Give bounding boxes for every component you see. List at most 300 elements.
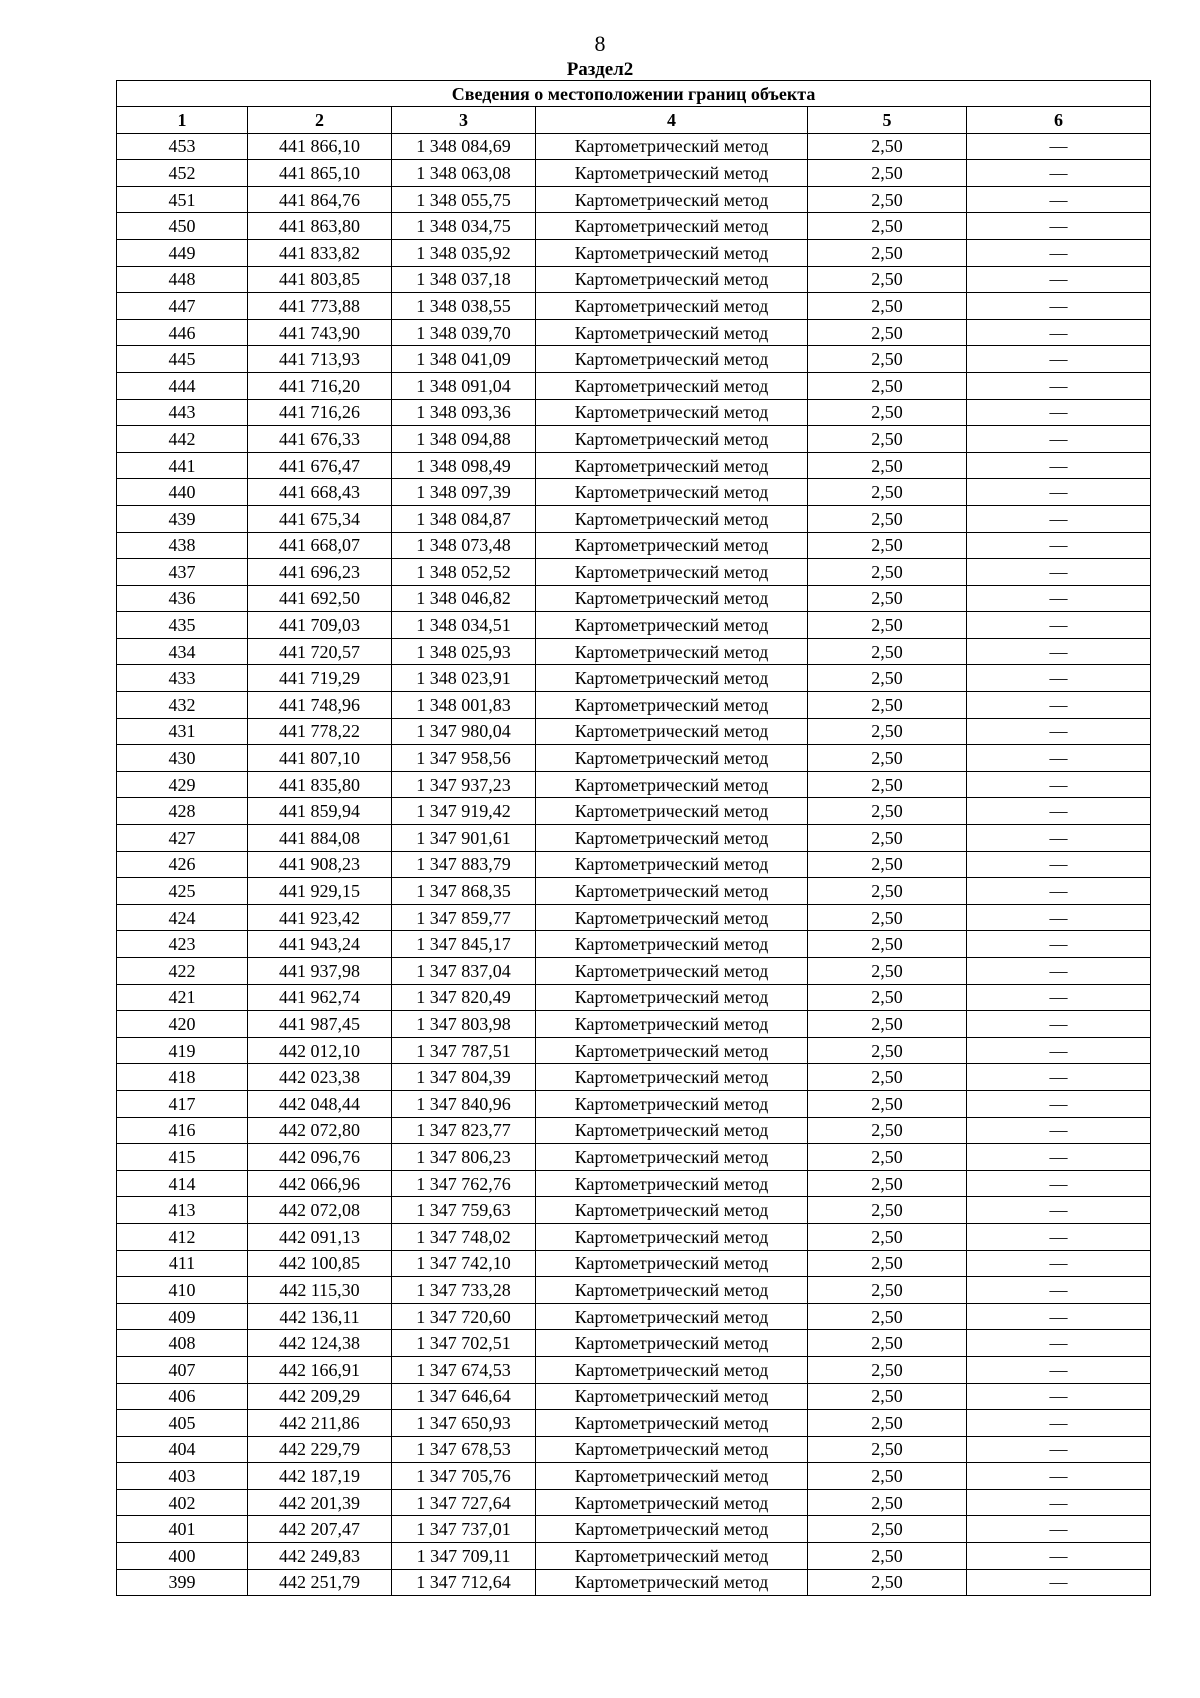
y-coordinate-cell: 1 347 737,01 (392, 1516, 536, 1543)
description-cell: — (967, 1489, 1151, 1516)
accuracy-cell: 2,50 (808, 1064, 967, 1091)
point-number-cell: 409 (117, 1303, 248, 1330)
table-row (117, 718, 1151, 745)
accuracy-cell: 2,50 (808, 984, 967, 1011)
y-coordinate-cell: 1 347 883,79 (392, 851, 536, 878)
y-coordinate-cell: 1 348 035,92 (392, 239, 536, 266)
x-coordinate-cell: 442 091,13 (248, 1223, 392, 1250)
point-number-cell: 417 (117, 1090, 248, 1117)
table-row (117, 399, 1151, 426)
point-number-cell: 432 (117, 692, 248, 719)
description-cell: — (967, 1144, 1151, 1171)
method-cell: Картометрический метод (536, 1330, 808, 1357)
accuracy-cell: 2,50 (808, 1543, 967, 1570)
description-cell: — (967, 665, 1151, 692)
accuracy-cell: 2,50 (808, 692, 967, 719)
description-cell: — (967, 692, 1151, 719)
point-number-cell: 444 (117, 372, 248, 399)
y-coordinate-cell: 1 347 720,60 (392, 1303, 536, 1330)
y-coordinate-cell: 1 347 748,02 (392, 1223, 536, 1250)
y-coordinate-cell: 1 347 837,04 (392, 958, 536, 985)
y-coordinate-cell: 1 347 806,23 (392, 1144, 536, 1171)
x-coordinate-cell: 442 100,85 (248, 1250, 392, 1277)
accuracy-cell: 2,50 (808, 239, 967, 266)
method-cell: Картометрический метод (536, 1303, 808, 1330)
column-header-3: 3 (392, 107, 536, 134)
description-cell: — (967, 1197, 1151, 1224)
method-cell: Картометрический метод (536, 1250, 808, 1277)
x-coordinate-cell: 442 209,29 (248, 1383, 392, 1410)
y-coordinate-cell: 1 348 001,83 (392, 692, 536, 719)
y-coordinate-cell: 1 348 023,91 (392, 665, 536, 692)
accuracy-cell: 2,50 (808, 372, 967, 399)
x-coordinate-cell: 441 713,93 (248, 346, 392, 373)
y-coordinate-cell: 1 347 868,35 (392, 878, 536, 905)
description-cell: — (967, 426, 1151, 453)
x-coordinate-cell: 441 696,23 (248, 559, 392, 586)
x-coordinate-cell: 441 884,08 (248, 825, 392, 852)
description-cell: — (967, 1516, 1151, 1543)
y-coordinate-cell: 1 348 097,39 (392, 479, 536, 506)
description-cell: — (967, 160, 1151, 187)
x-coordinate-cell: 441 676,47 (248, 452, 392, 479)
accuracy-cell: 2,50 (808, 559, 967, 586)
method-cell: Картометрический метод (536, 1410, 808, 1437)
accuracy-cell: 2,50 (808, 878, 967, 905)
method-cell: Картометрический метод (536, 745, 808, 772)
description-cell: — (967, 585, 1151, 612)
column-header-2: 2 (248, 107, 392, 134)
accuracy-cell: 2,50 (808, 1436, 967, 1463)
x-coordinate-cell: 441 720,57 (248, 638, 392, 665)
method-cell: Картометрический метод (536, 452, 808, 479)
table-row (117, 931, 1151, 958)
method-cell: Картометрический метод (536, 984, 808, 1011)
table-row (117, 160, 1151, 187)
method-cell: Картометрический метод (536, 346, 808, 373)
description-cell: — (967, 904, 1151, 931)
description-cell: — (967, 931, 1151, 958)
method-cell: Картометрический метод (536, 1064, 808, 1091)
point-number-cell: 410 (117, 1277, 248, 1304)
point-number-cell: 437 (117, 559, 248, 586)
table-row (117, 479, 1151, 506)
table-row (117, 585, 1151, 612)
description-cell: — (967, 1330, 1151, 1357)
method-cell: Картометрический метод (536, 904, 808, 931)
table-row (117, 825, 1151, 852)
y-coordinate-cell: 1 347 762,76 (392, 1170, 536, 1197)
table-row (117, 1356, 1151, 1383)
point-number-cell: 446 (117, 319, 248, 346)
point-number-cell: 442 (117, 426, 248, 453)
accuracy-cell: 2,50 (808, 266, 967, 293)
accuracy-cell: 2,50 (808, 133, 967, 160)
accuracy-cell: 2,50 (808, 931, 967, 958)
x-coordinate-cell: 442 249,83 (248, 1543, 392, 1570)
point-number-cell: 413 (117, 1197, 248, 1224)
method-cell: Картометрический метод (536, 1569, 808, 1596)
point-number-cell: 433 (117, 665, 248, 692)
description-cell: — (967, 239, 1151, 266)
table-row (117, 771, 1151, 798)
method-cell: Картометрический метод (536, 1489, 808, 1516)
table-row (117, 798, 1151, 825)
point-number-cell: 418 (117, 1064, 248, 1091)
method-cell: Картометрический метод (536, 1197, 808, 1224)
column-header-6: 6 (967, 107, 1151, 134)
x-coordinate-cell: 441 865,10 (248, 160, 392, 187)
table-row (117, 213, 1151, 240)
description-cell: — (967, 798, 1151, 825)
y-coordinate-cell: 1 347 937,23 (392, 771, 536, 798)
y-coordinate-cell: 1 348 037,18 (392, 266, 536, 293)
accuracy-cell: 2,50 (808, 825, 967, 852)
method-cell: Картометрический метод (536, 1037, 808, 1064)
accuracy-cell: 2,50 (808, 798, 967, 825)
x-coordinate-cell: 441 987,45 (248, 1011, 392, 1038)
accuracy-cell: 2,50 (808, 904, 967, 931)
method-cell: Картометрический метод (536, 958, 808, 985)
description-cell: — (967, 771, 1151, 798)
y-coordinate-cell: 1 347 705,76 (392, 1463, 536, 1490)
description-cell: — (967, 213, 1151, 240)
table-row (117, 1516, 1151, 1543)
x-coordinate-cell: 441 716,20 (248, 372, 392, 399)
point-number-cell: 445 (117, 346, 248, 373)
y-coordinate-cell: 1 348 091,04 (392, 372, 536, 399)
point-number-cell: 434 (117, 638, 248, 665)
accuracy-cell: 2,50 (808, 745, 967, 772)
accuracy-cell: 2,50 (808, 479, 967, 506)
point-number-cell: 411 (117, 1250, 248, 1277)
accuracy-cell: 2,50 (808, 1303, 967, 1330)
point-number-cell: 443 (117, 399, 248, 426)
table-row (117, 878, 1151, 905)
description-cell: — (967, 133, 1151, 160)
point-number-cell: 402 (117, 1489, 248, 1516)
y-coordinate-cell: 1 348 038,55 (392, 293, 536, 320)
table-row (117, 505, 1151, 532)
y-coordinate-cell: 1 348 052,52 (392, 559, 536, 586)
table-row (117, 452, 1151, 479)
table-row (117, 1330, 1151, 1357)
y-coordinate-cell: 1 347 804,39 (392, 1064, 536, 1091)
accuracy-cell: 2,50 (808, 1144, 967, 1171)
x-coordinate-cell: 442 251,79 (248, 1569, 392, 1596)
table-row (117, 346, 1151, 373)
point-number-cell: 436 (117, 585, 248, 612)
table-row (117, 186, 1151, 213)
accuracy-cell: 2,50 (808, 1330, 967, 1357)
description-cell: — (967, 1037, 1151, 1064)
accuracy-cell: 2,50 (808, 319, 967, 346)
point-number-cell: 428 (117, 798, 248, 825)
table-row (117, 1436, 1151, 1463)
description-cell: — (967, 532, 1151, 559)
point-number-cell: 435 (117, 612, 248, 639)
y-coordinate-cell: 1 347 742,10 (392, 1250, 536, 1277)
method-cell: Картометрический метод (536, 718, 808, 745)
description-cell: — (967, 559, 1151, 586)
x-coordinate-cell: 441 835,80 (248, 771, 392, 798)
y-coordinate-cell: 1 347 727,64 (392, 1489, 536, 1516)
x-coordinate-cell: 441 716,26 (248, 399, 392, 426)
point-number-cell: 439 (117, 505, 248, 532)
y-coordinate-cell: 1 348 046,82 (392, 585, 536, 612)
x-coordinate-cell: 442 201,39 (248, 1489, 392, 1516)
accuracy-cell: 2,50 (808, 505, 967, 532)
description-cell: — (967, 638, 1151, 665)
method-cell: Картометрический метод (536, 1223, 808, 1250)
x-coordinate-cell: 441 743,90 (248, 319, 392, 346)
description-cell: — (967, 718, 1151, 745)
x-coordinate-cell: 442 048,44 (248, 1090, 392, 1117)
table-row (117, 638, 1151, 665)
description-cell: — (967, 1250, 1151, 1277)
point-number-cell: 414 (117, 1170, 248, 1197)
y-coordinate-cell: 1 347 840,96 (392, 1090, 536, 1117)
y-coordinate-cell: 1 347 759,63 (392, 1197, 536, 1224)
x-coordinate-cell: 442 187,19 (248, 1463, 392, 1490)
accuracy-cell: 2,50 (808, 1170, 967, 1197)
accuracy-cell: 2,50 (808, 1516, 967, 1543)
table-row (117, 1569, 1151, 1596)
point-number-cell: 407 (117, 1356, 248, 1383)
table-row (117, 984, 1151, 1011)
description-cell: — (967, 1223, 1151, 1250)
table-row (117, 1064, 1151, 1091)
table-row (117, 958, 1151, 985)
method-cell: Картометрический метод (536, 798, 808, 825)
y-coordinate-cell: 1 347 919,42 (392, 798, 536, 825)
table-row (117, 612, 1151, 639)
description-cell: — (967, 1436, 1151, 1463)
table-row (117, 293, 1151, 320)
description-cell: — (967, 1011, 1151, 1038)
accuracy-cell: 2,50 (808, 1356, 967, 1383)
table-row (117, 904, 1151, 931)
description-cell: — (967, 745, 1151, 772)
x-coordinate-cell: 441 866,10 (248, 133, 392, 160)
accuracy-cell: 2,50 (808, 1090, 967, 1117)
description-cell: — (967, 1090, 1151, 1117)
method-cell: Картометрический метод (536, 585, 808, 612)
method-cell: Картометрический метод (536, 160, 808, 187)
accuracy-cell: 2,50 (808, 1223, 967, 1250)
x-coordinate-cell: 441 778,22 (248, 718, 392, 745)
point-number-cell: 423 (117, 931, 248, 958)
accuracy-cell: 2,50 (808, 1383, 967, 1410)
y-coordinate-cell: 1 348 034,75 (392, 213, 536, 240)
method-cell: Картометрический метод (536, 293, 808, 320)
description-cell: — (967, 372, 1151, 399)
table-row (117, 266, 1151, 293)
accuracy-cell: 2,50 (808, 1277, 967, 1304)
method-cell: Картометрический метод (536, 505, 808, 532)
table-row (117, 1037, 1151, 1064)
accuracy-cell: 2,50 (808, 1250, 967, 1277)
y-coordinate-cell: 1 347 980,04 (392, 718, 536, 745)
y-coordinate-cell: 1 348 094,88 (392, 426, 536, 453)
y-coordinate-cell: 1 347 820,49 (392, 984, 536, 1011)
point-number-cell: 453 (117, 133, 248, 160)
accuracy-cell: 2,50 (808, 213, 967, 240)
table-body (117, 133, 1151, 1596)
table-row (117, 133, 1151, 160)
accuracy-cell: 2,50 (808, 585, 967, 612)
description-cell: — (967, 479, 1151, 506)
point-number-cell: 427 (117, 825, 248, 852)
method-cell: Картометрический метод (536, 133, 808, 160)
y-coordinate-cell: 1 347 958,56 (392, 745, 536, 772)
point-number-cell: 440 (117, 479, 248, 506)
point-number-cell: 438 (117, 532, 248, 559)
table-row (117, 1303, 1151, 1330)
x-coordinate-cell: 441 929,15 (248, 878, 392, 905)
table-row (117, 532, 1151, 559)
description-cell: — (967, 878, 1151, 905)
description-cell: — (967, 1170, 1151, 1197)
method-cell: Картометрический метод (536, 638, 808, 665)
x-coordinate-cell: 441 937,98 (248, 958, 392, 985)
y-coordinate-cell: 1 347 787,51 (392, 1037, 536, 1064)
boundary-coordinates-table (116, 80, 1151, 1596)
x-coordinate-cell: 441 803,85 (248, 266, 392, 293)
x-coordinate-cell: 441 748,96 (248, 692, 392, 719)
y-coordinate-cell: 1 347 803,98 (392, 1011, 536, 1038)
x-coordinate-cell: 441 773,88 (248, 293, 392, 320)
method-cell: Картометрический метод (536, 213, 808, 240)
description-cell: — (967, 266, 1151, 293)
point-number-cell: 403 (117, 1463, 248, 1490)
accuracy-cell: 2,50 (808, 851, 967, 878)
x-coordinate-cell: 441 675,34 (248, 505, 392, 532)
column-number-row (117, 107, 1151, 134)
point-number-cell: 425 (117, 878, 248, 905)
method-cell: Картометрический метод (536, 825, 808, 852)
accuracy-cell: 2,50 (808, 771, 967, 798)
description-cell: — (967, 346, 1151, 373)
method-cell: Картометрический метод (536, 559, 808, 586)
accuracy-cell: 2,50 (808, 612, 967, 639)
method-cell: Картометрический метод (536, 239, 808, 266)
point-number-cell: 406 (117, 1383, 248, 1410)
y-coordinate-cell: 1 347 702,51 (392, 1330, 536, 1357)
table-row (117, 851, 1151, 878)
x-coordinate-cell: 442 096,76 (248, 1144, 392, 1171)
column-header-5: 5 (808, 107, 967, 134)
description-cell: — (967, 1410, 1151, 1437)
x-coordinate-cell: 441 692,50 (248, 585, 392, 612)
point-number-cell: 400 (117, 1543, 248, 1570)
description-cell: — (967, 1356, 1151, 1383)
table-row (117, 1410, 1151, 1437)
table-row (117, 372, 1151, 399)
method-cell: Картометрический метод (536, 479, 808, 506)
accuracy-cell: 2,50 (808, 638, 967, 665)
y-coordinate-cell: 1 347 845,17 (392, 931, 536, 958)
y-coordinate-cell: 1 348 041,09 (392, 346, 536, 373)
method-cell: Картометрический метод (536, 1356, 808, 1383)
accuracy-cell: 2,50 (808, 186, 967, 213)
method-cell: Картометрический метод (536, 319, 808, 346)
point-number-cell: 419 (117, 1037, 248, 1064)
method-cell: Картометрический метод (536, 1436, 808, 1463)
point-number-cell: 448 (117, 266, 248, 293)
point-number-cell: 422 (117, 958, 248, 985)
point-number-cell: 449 (117, 239, 248, 266)
table-row (117, 239, 1151, 266)
y-coordinate-cell: 1 347 859,77 (392, 904, 536, 931)
point-number-cell: 447 (117, 293, 248, 320)
point-number-cell: 421 (117, 984, 248, 1011)
point-number-cell: 408 (117, 1330, 248, 1357)
y-coordinate-cell: 1 348 039,70 (392, 319, 536, 346)
table-row (117, 1117, 1151, 1144)
table-row (117, 1170, 1151, 1197)
accuracy-cell: 2,50 (808, 532, 967, 559)
point-number-cell: 399 (117, 1569, 248, 1596)
description-cell: — (967, 851, 1151, 878)
description-cell: — (967, 1303, 1151, 1330)
method-cell: Картометрический метод (536, 692, 808, 719)
description-cell: — (967, 399, 1151, 426)
accuracy-cell: 2,50 (808, 426, 967, 453)
method-cell: Картометрический метод (536, 612, 808, 639)
description-cell: — (967, 958, 1151, 985)
description-cell: — (967, 186, 1151, 213)
x-coordinate-cell: 442 229,79 (248, 1436, 392, 1463)
y-coordinate-cell: 1 348 084,69 (392, 133, 536, 160)
method-cell: Картометрический метод (536, 399, 808, 426)
point-number-cell: 441 (117, 452, 248, 479)
description-cell: — (967, 1117, 1151, 1144)
x-coordinate-cell: 441 864,76 (248, 186, 392, 213)
description-cell: — (967, 293, 1151, 320)
table-row (117, 1223, 1151, 1250)
y-coordinate-cell: 1 347 901,61 (392, 825, 536, 852)
y-coordinate-cell: 1 348 063,08 (392, 160, 536, 187)
y-coordinate-cell: 1 347 733,28 (392, 1277, 536, 1304)
point-number-cell: 431 (117, 718, 248, 745)
accuracy-cell: 2,50 (808, 399, 967, 426)
description-cell: — (967, 612, 1151, 639)
accuracy-cell: 2,50 (808, 1117, 967, 1144)
x-coordinate-cell: 442 136,11 (248, 1303, 392, 1330)
y-coordinate-cell: 1 347 650,93 (392, 1410, 536, 1437)
description-cell: — (967, 319, 1151, 346)
y-coordinate-cell: 1 348 034,51 (392, 612, 536, 639)
table-row (117, 1090, 1151, 1117)
description-cell: — (967, 1383, 1151, 1410)
description-cell: — (967, 1277, 1151, 1304)
method-cell: Картометрический метод (536, 771, 808, 798)
x-coordinate-cell: 442 115,30 (248, 1277, 392, 1304)
table-row (117, 1277, 1151, 1304)
method-cell: Картометрический метод (536, 1170, 808, 1197)
method-cell: Картометрический метод (536, 1277, 808, 1304)
column-header-1: 1 (117, 107, 248, 134)
accuracy-cell: 2,50 (808, 452, 967, 479)
accuracy-cell: 2,50 (808, 160, 967, 187)
y-coordinate-cell: 1 347 709,11 (392, 1543, 536, 1570)
y-coordinate-cell: 1 348 098,49 (392, 452, 536, 479)
description-cell: — (967, 1463, 1151, 1490)
description-cell: — (967, 1064, 1151, 1091)
point-number-cell: 450 (117, 213, 248, 240)
accuracy-cell: 2,50 (808, 1197, 967, 1224)
